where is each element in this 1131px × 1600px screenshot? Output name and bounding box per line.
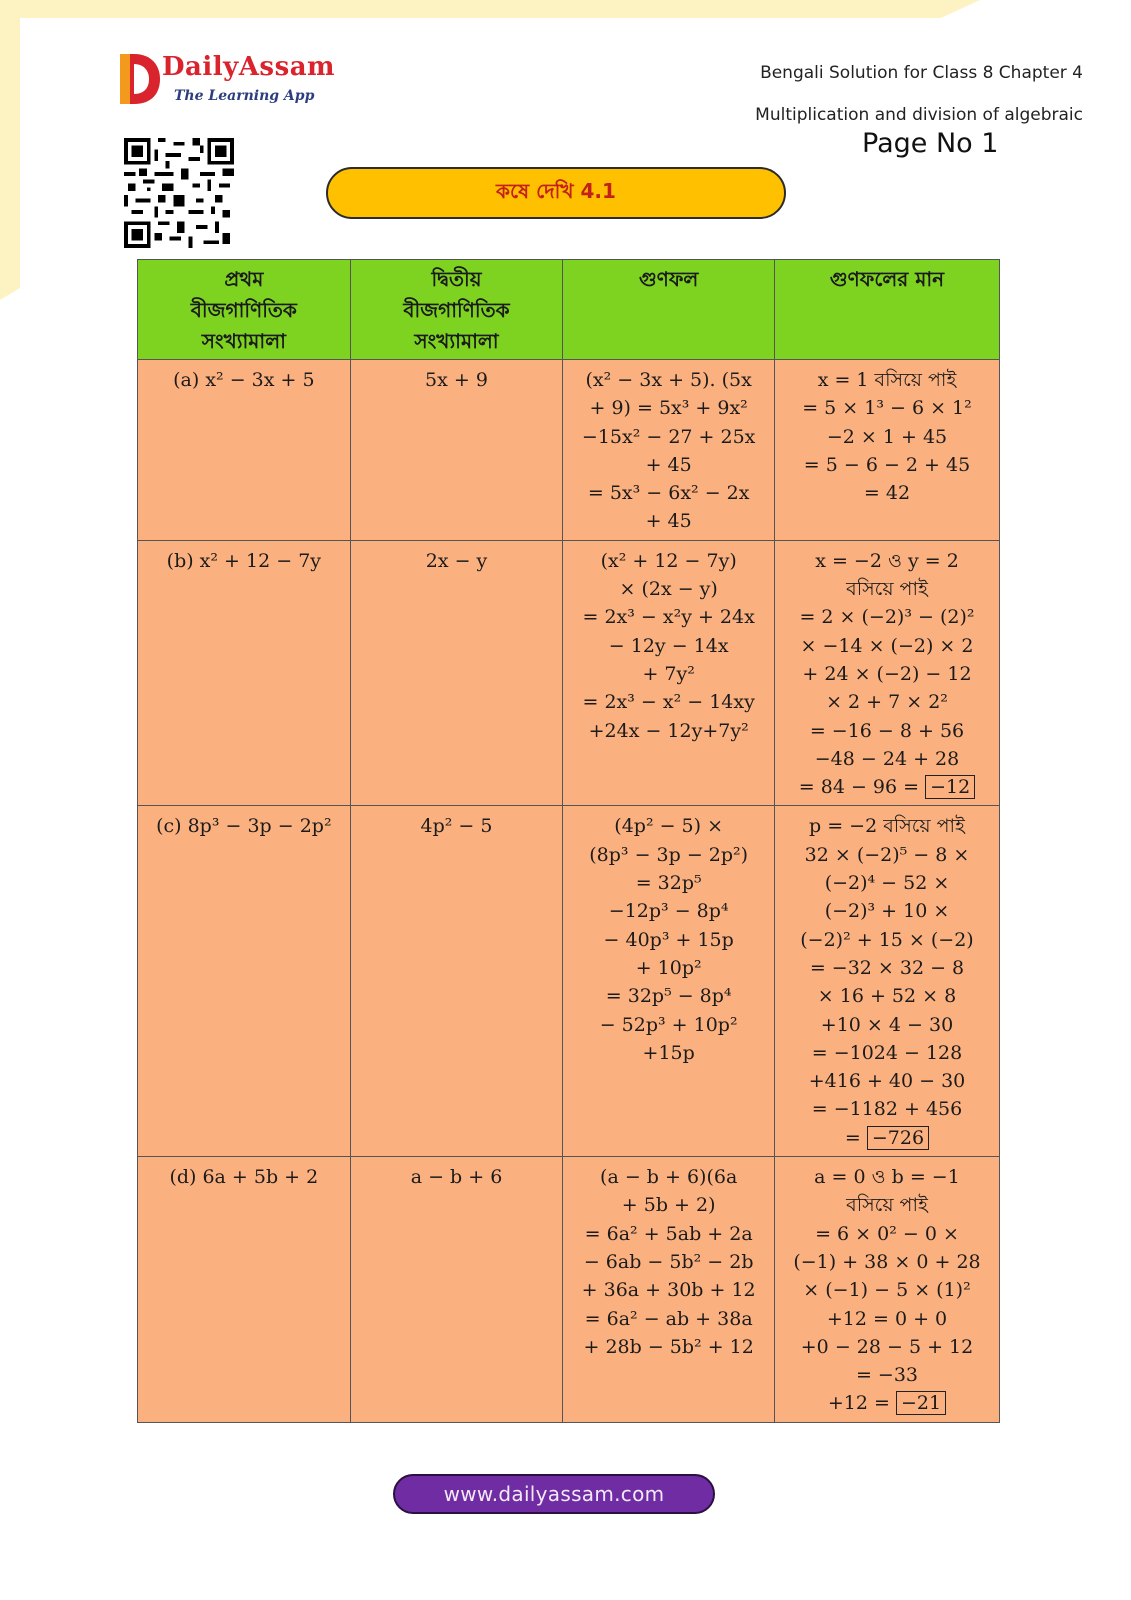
table-body — [138, 360, 1000, 1423]
value-line — [781, 688, 993, 716]
value-line — [781, 547, 993, 575]
value-text: = 84 − 96 = — [798, 776, 920, 799]
value-text: x = −2 ও y = 2 — [815, 549, 959, 572]
value-text: p = −2 বসিয়ে পাই — [809, 815, 965, 838]
first-expression-cell — [138, 806, 351, 1157]
value-line — [781, 897, 993, 925]
product-line: (8p³ − 3p − 2p²) — [589, 843, 749, 866]
product-line: −15x² − 27 + 25x — [581, 425, 756, 448]
product-line: (x² − 3x + 5). (5x — [585, 369, 752, 391]
value-line — [781, 575, 993, 603]
product-line: + 45 — [645, 510, 692, 533]
product-cell — [563, 360, 775, 541]
product-line: = 6a² − ab + 38a — [584, 1307, 753, 1330]
value-text: +12 = 0 + 0 — [826, 1307, 948, 1330]
second-expression-cell — [350, 540, 563, 806]
value-text: (−2)⁴ − 52 × — [824, 872, 950, 895]
value-line — [781, 394, 993, 422]
value-line — [781, 1361, 993, 1389]
first-expression: (c) 8p³ − 3p − 2p² — [156, 815, 332, 838]
product-line: + 5b + 2) — [621, 1194, 716, 1217]
solution-table — [137, 259, 1000, 1423]
value-text: × (−1) − 5 × (1)² — [803, 1279, 971, 1302]
value-text: −2 × 1 + 45 — [826, 425, 948, 448]
document-header — [755, 52, 1083, 136]
value-line — [781, 632, 993, 660]
value-text: × 2 + 7 × 2² — [826, 691, 948, 714]
product-line: − 6ab − 5b² − 2b — [583, 1250, 754, 1273]
second-expression-cell — [350, 1157, 563, 1423]
value-line — [781, 479, 993, 507]
product-line: = 2x³ − x² − 14xy — [582, 691, 755, 714]
product-line: −12p³ − 8p⁴ — [608, 900, 729, 923]
header-first-expression: প্রথম বীজগাণিতিক সংখ্যামালা — [138, 260, 351, 360]
value-line — [781, 926, 993, 954]
value-line — [781, 1389, 993, 1417]
value-line — [781, 869, 993, 897]
top-decoration — [0, 0, 980, 18]
value-text: x = 1 বসিয়ে পাই — [817, 369, 957, 391]
value-line — [781, 1011, 993, 1039]
value-text: (−2)³ + 10 × — [824, 900, 950, 923]
value-text: +416 + 40 − 30 — [808, 1070, 966, 1093]
table-header-row — [138, 260, 1000, 360]
table-row — [138, 360, 1000, 541]
value-text: 32 × (−2)⁵ − 8 × — [804, 843, 970, 866]
value-text: (−2)² + 15 × (−2) — [800, 928, 974, 951]
product-line: + 45 — [645, 453, 692, 476]
value-text: = −1024 − 128 — [811, 1041, 963, 1064]
product-line: +15p — [642, 1041, 695, 1064]
first-expression-cell — [138, 540, 351, 806]
value-text: = — [844, 1126, 861, 1149]
value-text: = 42 — [863, 482, 911, 505]
product-cell — [563, 540, 775, 806]
product-line: × (2x − y) — [619, 578, 718, 601]
first-expression-cell — [138, 360, 351, 541]
value-text: = −1182 + 456 — [811, 1098, 963, 1121]
value-text: × −14 × (−2) × 2 — [800, 634, 974, 657]
product-line: + 10p² — [635, 956, 702, 979]
first-expression: (b) x² + 12 − 7y — [166, 549, 322, 572]
logo-d-icon — [118, 50, 162, 108]
value-cell — [774, 360, 999, 541]
product-line: − 52p³ + 10p² — [599, 1013, 738, 1036]
value-line — [781, 1095, 993, 1123]
value-text: +12 = — [827, 1392, 890, 1415]
second-expression: a − b + 6 — [410, 1166, 503, 1189]
second-expression: 5x + 9 — [425, 369, 488, 391]
value-line — [781, 1305, 993, 1333]
header-line-2: Multiplication and division of algebraic — [755, 105, 1083, 125]
value-text: −48 − 24 + 28 — [814, 747, 960, 770]
value-text: = 5 − 6 − 2 + 45 — [803, 453, 971, 476]
product-line: + 36a + 30b + 12 — [581, 1279, 756, 1302]
product-cell — [563, 806, 775, 1157]
first-expression: (d) 6a + 5b + 2 — [169, 1166, 319, 1189]
value-line — [781, 366, 993, 394]
value-line — [781, 745, 993, 773]
value-line — [781, 954, 993, 982]
value-cell — [774, 806, 999, 1157]
qr-code-icon[interactable] — [124, 138, 234, 248]
value-text: = −16 − 8 + 56 — [809, 719, 965, 742]
value-line — [781, 1124, 993, 1152]
final-answer-box: −21 — [896, 1391, 946, 1415]
page-number: Page No 1 — [862, 128, 999, 159]
value-line — [781, 717, 993, 745]
product-line: = 6a² + 5ab + 2a — [584, 1222, 753, 1245]
value-text: বসিয়ে পাই — [846, 1194, 928, 1217]
product-line: + 28b − 5b² + 12 — [583, 1335, 754, 1358]
value-text: (−1) + 38 × 0 + 28 — [793, 1250, 981, 1273]
value-text: +0 − 28 − 5 + 12 — [800, 1335, 974, 1358]
value-line — [781, 773, 993, 801]
brand-name: DailyAssam — [162, 52, 336, 82]
final-answer-box: −726 — [867, 1126, 929, 1150]
value-line — [781, 423, 993, 451]
value-text: = 2 × (−2)³ − (2)² — [799, 606, 975, 629]
value-line — [781, 1163, 993, 1191]
exercise-banner: কষে দেখি 4.1 — [326, 167, 786, 219]
value-line — [781, 1220, 993, 1248]
product-line: − 40p³ + 15p — [603, 928, 734, 951]
header-product: গুণফল — [563, 260, 775, 360]
product-line: = 2x³ − x²y + 24x — [582, 606, 755, 629]
value-line — [781, 603, 993, 631]
value-line — [781, 1191, 993, 1219]
product-line: = 32p⁵ − 8p⁴ — [605, 985, 732, 1008]
table-row — [138, 806, 1000, 1157]
value-cell — [774, 540, 999, 806]
value-line — [781, 451, 993, 479]
value-text: বসিয়ে পাই — [846, 578, 928, 601]
value-line — [781, 1276, 993, 1304]
brand-logo[interactable] — [118, 50, 338, 116]
product-line: (x² + 12 − 7y) — [600, 549, 737, 572]
left-decoration — [0, 0, 20, 300]
value-line — [781, 1039, 993, 1067]
product-line: (4p² − 5) × — [614, 815, 724, 838]
value-text: = 5 × 1³ − 6 × 1² — [802, 397, 972, 420]
value-text: +10 × 4 − 30 — [820, 1013, 954, 1036]
product-line: +24x − 12y+7y² — [588, 719, 749, 742]
product-cell — [563, 1157, 775, 1423]
second-expression: 4p² − 5 — [420, 815, 493, 838]
second-expression: 2x − y — [425, 549, 488, 572]
product-line: + 9) = 5x³ + 9x² — [589, 397, 748, 420]
first-expression: (a) x² − 3x + 5 — [173, 369, 315, 391]
value-text: × 16 + 52 × 8 — [817, 985, 957, 1008]
header-product-value: গুণফলের মান — [774, 260, 999, 360]
product-line: = 5x³ − 6x² − 2x — [587, 482, 750, 505]
product-line: = 32p⁵ — [635, 872, 702, 895]
value-text: a = 0 ও b = −1 — [814, 1166, 960, 1189]
brand-tagline: The Learning App — [174, 88, 315, 104]
first-expression-cell — [138, 1157, 351, 1423]
value-text: = 6 × 0² − 0 × — [815, 1222, 959, 1245]
value-line — [781, 1333, 993, 1361]
product-line: − 12y − 14x — [608, 634, 729, 657]
value-text: + 24 × (−2) − 12 — [802, 662, 972, 685]
value-text: = −33 — [855, 1364, 919, 1387]
header-line-1: Bengali Solution for Class 8 Chapter 4 — [760, 63, 1083, 83]
value-line — [781, 660, 993, 688]
second-expression-cell — [350, 806, 563, 1157]
header-second-expression: দ্বিতীয় বীজগাণিতিক সংখ্যামালা — [350, 260, 563, 360]
value-text: = −32 × 32 − 8 — [809, 956, 965, 979]
value-line — [781, 1248, 993, 1276]
product-line: + 7y² — [642, 662, 695, 685]
value-cell — [774, 1157, 999, 1423]
table-row — [138, 540, 1000, 806]
value-line — [781, 1067, 993, 1095]
table-row — [138, 1157, 1000, 1423]
product-line: (a − b + 6)(6a — [600, 1166, 738, 1189]
value-line — [781, 982, 993, 1010]
final-answer-box: −12 — [925, 775, 975, 799]
second-expression-cell — [350, 360, 563, 541]
value-line — [781, 841, 993, 869]
value-line — [781, 812, 993, 840]
website-link[interactable]: www.dailyassam.com — [393, 1474, 715, 1514]
